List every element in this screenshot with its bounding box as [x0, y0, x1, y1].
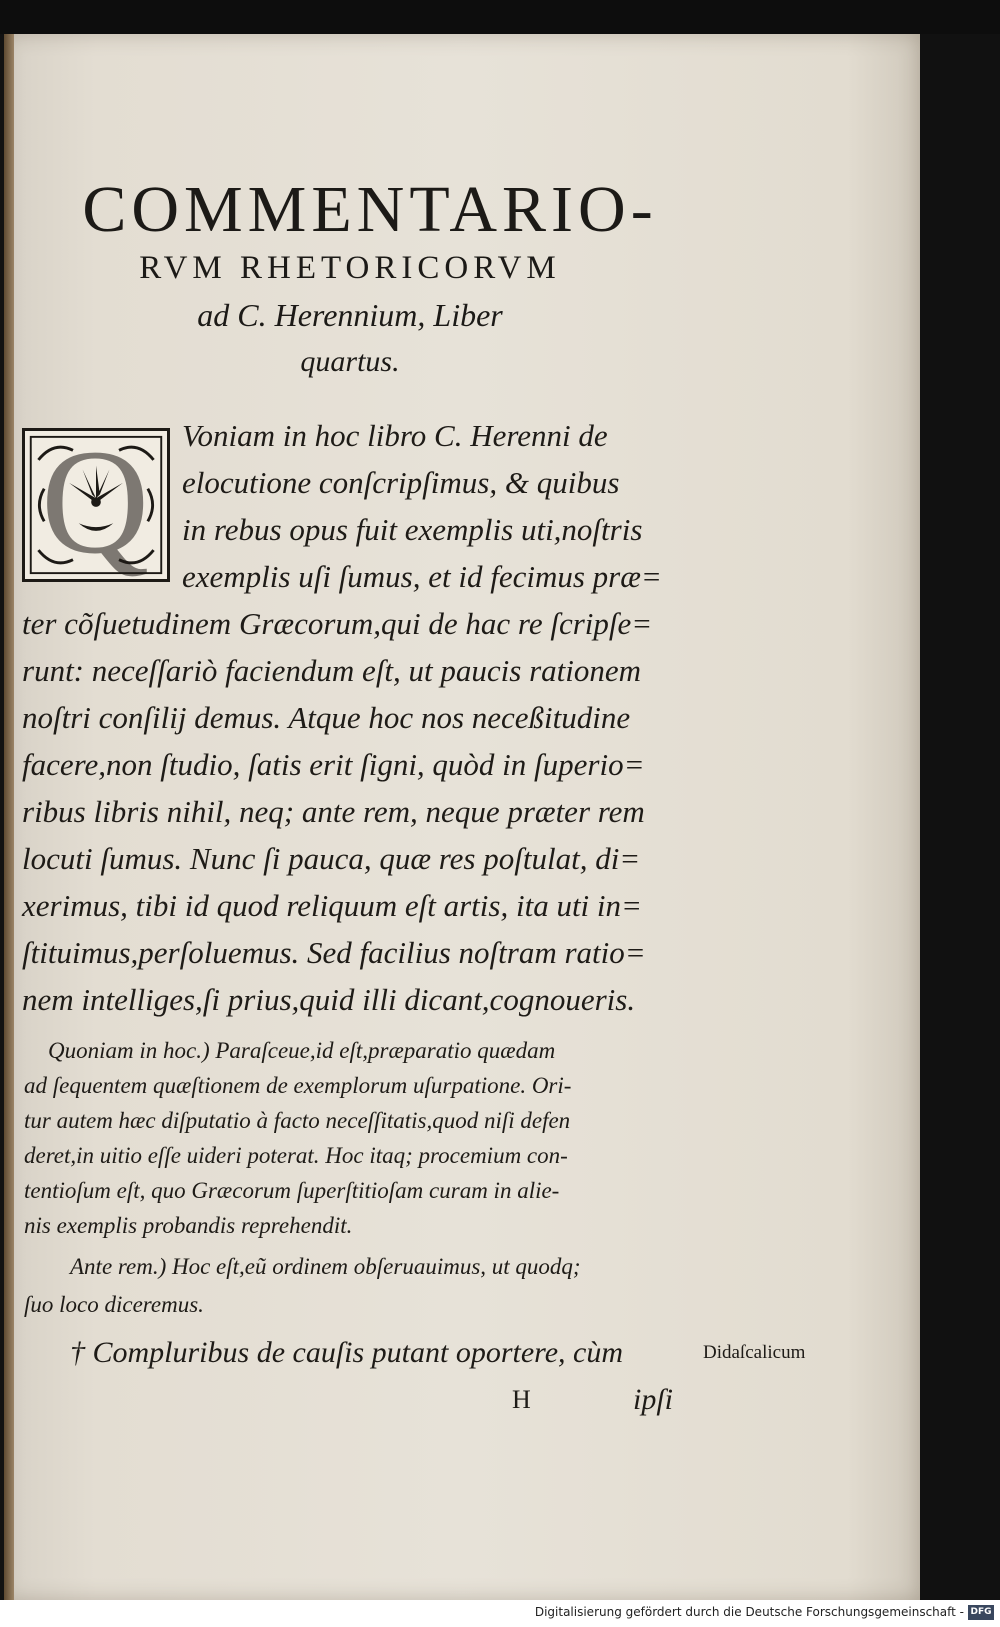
bleed-through-ghost-text: [170, 112, 730, 152]
commentary-line: tur autem hæc diſputatio à facto neceſſitatis,quod niſi defen: [24, 1108, 571, 1133]
commentary-line: ad ſequentem quæſtionem de exemplorum uſurpatione. Ori-: [24, 1073, 572, 1098]
main-text-line: exemplis uſi ſumus, et id fecimus præ=: [182, 559, 662, 594]
title-line-4: quartus.: [300, 345, 400, 378]
title-line-1: COMMENTARIO-: [82, 173, 658, 246]
commentary-line: ſuo loco diceremus.: [24, 1292, 204, 1317]
main-text-line: facere,non ſtudio, ſatis erit ſigni, quòd in ſuperio=: [22, 747, 645, 782]
digitization-footer: [0, 1600, 1000, 1627]
dfg-logo: DFG: [968, 1605, 994, 1620]
scan-border-right: [920, 34, 1000, 1600]
signature-mark: H: [512, 1385, 531, 1414]
decorated-initial-q: [22, 419, 170, 585]
scan-border-top: [0, 0, 1000, 34]
main-text-line: in rebus opus fuit exemplis uti,noſtris: [182, 512, 643, 547]
commentary-line: Quoniam in hoc.) Paraſceue,id eſt,præparatio quædam: [48, 1038, 556, 1063]
commentary-line: deret,in uitio eſſe uideri poterat. Hoc itaq; procemium con-: [24, 1143, 568, 1168]
marginal-note: Didaſcalicum: [703, 1342, 806, 1363]
main-text-line: noſtri conſilij demus. Atque hoc nos neceßitudine: [22, 700, 631, 735]
main-text-line: xerimus, tibi id quod reliquum eſt artis, ita uti in=: [22, 888, 642, 923]
main-text-line: Voniam in hoc libro C. Herenni de: [182, 418, 608, 453]
commentary-line: tentioſum eſt, quo Græcorum ſuperſtitioſam curam in alie-: [24, 1178, 560, 1203]
main-text-line: ribus libris nihil, neq; ante rem, neque præter rem: [22, 794, 645, 829]
last-text-line: † Compluribus de cauſis putant oportere, cùm: [70, 1336, 624, 1369]
main-text-line: elocutione conſcripſimus, & quibus: [182, 465, 620, 500]
footer-credit-text: Digitalisierung gefördert durch die Deutsche Forschungsgemeinschaft -: [534, 1605, 964, 1619]
catchword: ipſi: [633, 1383, 674, 1416]
commentary-line: nis exemplis probandis reprehendit.: [24, 1213, 353, 1238]
main-text-line: nem intelliges,ſi prius,quid illi dicant,cognoueris.: [22, 982, 636, 1017]
initial-letter: Q: [41, 419, 150, 585]
title-line-2: RVM RHETORICORVM: [139, 250, 561, 286]
main-text-line: locuti ſumus. Nunc ſi pauca, quæ res poſtulat, di=: [22, 841, 641, 876]
title-line-3: ad C. Herennium, Liber: [197, 297, 503, 333]
main-text-line: ſtituimus,perſoluemus. Sed facilius noſtram ratio=: [22, 935, 646, 970]
main-text-line: ter cõſuetudinem Græcorum,qui de hac re ſcripſe=: [22, 606, 653, 641]
commentary-line: Ante rem.) Hoc eſt,eũ ordinem obſeruauimus, ut quodq;: [70, 1254, 581, 1279]
main-text-line: runt: neceſſariò faciendum eſt, ut paucis rationem: [22, 653, 642, 688]
